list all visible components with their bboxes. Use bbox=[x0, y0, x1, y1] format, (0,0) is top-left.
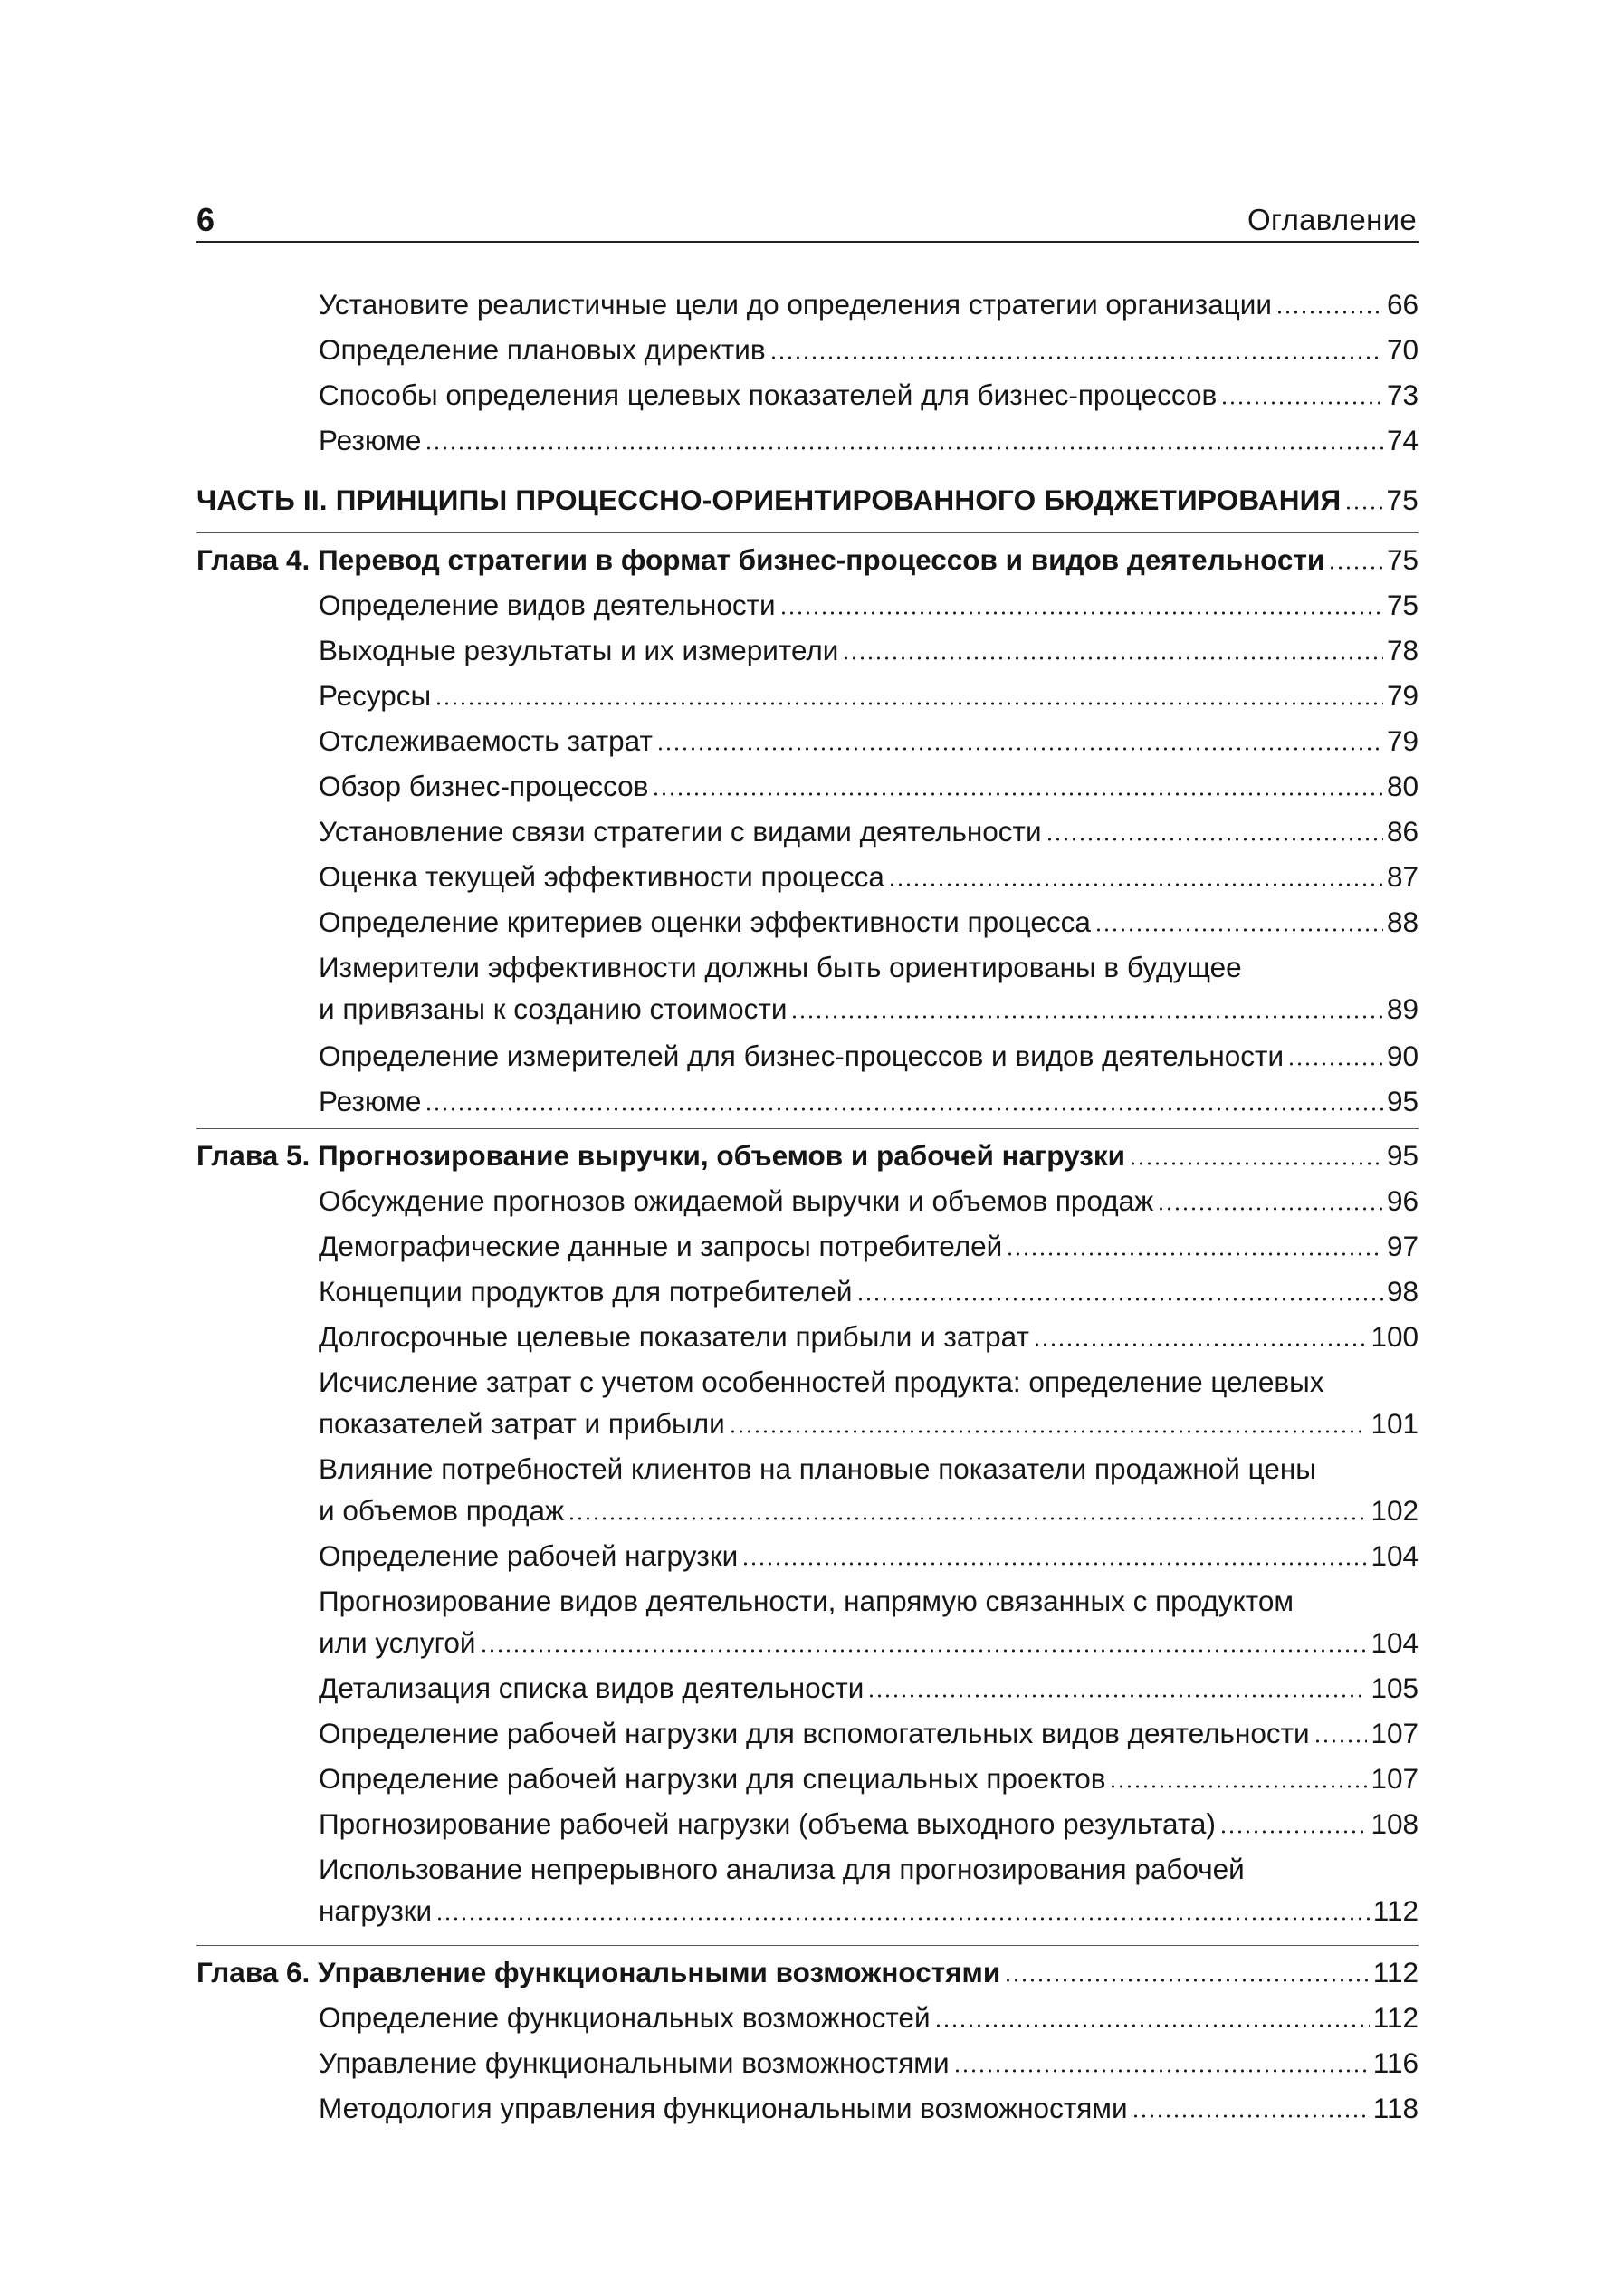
dot-leader bbox=[741, 1562, 1367, 1566]
toc-entry-title: Определение функциональных возможностей bbox=[319, 2001, 931, 2034]
toc-entry bbox=[319, 283, 1419, 326]
toc-entry-page: 78 bbox=[1386, 634, 1419, 666]
dot-leader bbox=[1287, 1062, 1383, 1066]
toc-entry bbox=[319, 373, 1419, 417]
toc-entry bbox=[319, 674, 1419, 717]
toc-entry bbox=[319, 900, 1419, 944]
toc-entry bbox=[319, 1224, 1419, 1268]
dot-leader bbox=[856, 1298, 1383, 1301]
toc-entry-page: 105 bbox=[1371, 1672, 1419, 1704]
dot-leader bbox=[1046, 838, 1383, 841]
toc-entry-page: 88 bbox=[1386, 905, 1419, 938]
dot-leader bbox=[729, 1430, 1368, 1433]
toc-entry-page: 79 bbox=[1386, 679, 1419, 712]
dot-leader bbox=[1344, 506, 1382, 510]
toc-entry-title: Определение измерителей для бизнес-процессов и видов деятельности bbox=[319, 1040, 1285, 1072]
dot-leader bbox=[1219, 1830, 1367, 1834]
dot-leader bbox=[652, 792, 1383, 796]
toc-entry-title: или услугой bbox=[319, 1626, 476, 1659]
toc-entry-page: 100 bbox=[1371, 1320, 1419, 1353]
dot-leader bbox=[934, 2024, 1370, 2027]
toc-entry bbox=[319, 2041, 1419, 2084]
toc-entry bbox=[319, 1996, 1419, 2039]
toc-entry-page: 112 bbox=[1372, 1956, 1419, 1988]
toc-entry-page: 75 bbox=[1386, 543, 1419, 576]
toc-entry-two-line bbox=[319, 1360, 1419, 1445]
toc-entry-title: Ресурсы bbox=[319, 679, 432, 712]
toc-entry-title-line1: Влияние потребностей клиентов на плановые показатели продажной цены bbox=[319, 1452, 1316, 1485]
toc-entry-title: Глава 5. Прогнозирование выручки, объемов и рабочей нагрузки bbox=[196, 1139, 1126, 1172]
toc-entry-page: 79 bbox=[1386, 724, 1419, 757]
toc-entry-page: 98 bbox=[1386, 1275, 1419, 1308]
toc-entry bbox=[319, 855, 1419, 898]
dot-leader bbox=[656, 747, 1383, 751]
toc-chapter-heading bbox=[196, 538, 1419, 581]
toc-entry-title-line1: Прогнозирование видов деятельности, напрямую связанных с продуктом bbox=[319, 1585, 1294, 1617]
dot-leader bbox=[1004, 1979, 1370, 1982]
toc-entry-page: 75 bbox=[1386, 484, 1419, 516]
toc-entry-page: 66 bbox=[1386, 288, 1419, 321]
toc-entry-page: 108 bbox=[1371, 1807, 1419, 1840]
toc-entry bbox=[319, 1270, 1419, 1313]
toc-entry-title: Определение рабочей нагрузки для вспомогательных видов деятельности bbox=[319, 1717, 1310, 1749]
toc-entry-page: 104 bbox=[1371, 1626, 1419, 1659]
toc-entry-page: 116 bbox=[1372, 2046, 1419, 2079]
toc-chapter-heading bbox=[196, 1134, 1419, 1177]
toc-entry-page: 86 bbox=[1386, 815, 1419, 848]
dot-leader bbox=[1157, 1207, 1383, 1211]
dot-leader bbox=[1314, 1739, 1368, 1743]
toc-entry-page: 89 bbox=[1386, 992, 1419, 1025]
dot-leader bbox=[842, 656, 1383, 660]
toc-entry-title: ЧАСТЬ II. ПРИНЦИПЫ ПРОЦЕССНО-ОРИЕНТИРОВАННОГО БЮДЖЕТИРОВАНИЯ bbox=[196, 484, 1342, 516]
dot-leader bbox=[1328, 566, 1383, 570]
toc-entry-two-line bbox=[319, 1847, 1419, 1932]
dot-leader bbox=[425, 446, 1383, 450]
toc-entry-title: Резюме bbox=[319, 424, 422, 456]
toc-entry-title: и объемов продаж bbox=[319, 1494, 565, 1527]
toc-entry-title: Управление функциональными возможностями bbox=[319, 2046, 950, 2079]
toc-entry-page: 90 bbox=[1386, 1040, 1419, 1072]
page-number: 6 bbox=[196, 201, 215, 238]
dot-leader bbox=[1094, 928, 1383, 932]
toc-entry-title-line1: Исчисление затрат с учетом особенностей продукта: определение целевых bbox=[319, 1365, 1324, 1398]
toc-entry bbox=[319, 1711, 1419, 1755]
toc-entry-page: 70 bbox=[1386, 333, 1419, 366]
toc-entry bbox=[319, 328, 1419, 371]
toc-entry-title: Прогнозирование рабочей нагрузки (объема выходного результата) bbox=[319, 1807, 1216, 1840]
section-divider bbox=[196, 532, 1419, 533]
section-divider bbox=[196, 1945, 1419, 1946]
toc-entry bbox=[319, 810, 1419, 853]
toc-entry-title: Установление связи стратегии с видами деятельности bbox=[319, 815, 1042, 848]
dot-leader bbox=[790, 1015, 1383, 1019]
section-divider bbox=[196, 1128, 1419, 1129]
dot-leader bbox=[888, 883, 1383, 886]
toc-entry-two-line bbox=[319, 945, 1419, 1030]
dot-leader bbox=[779, 611, 1383, 615]
toc-entry bbox=[319, 1179, 1419, 1222]
toc-entry-title: Глава 4. Перевод стратегии в формат бизнес-процессов и видов деятельности bbox=[196, 543, 1325, 576]
toc-entry-page: 74 bbox=[1386, 424, 1419, 456]
toc-entry-title: Определение плановых директив bbox=[319, 333, 766, 366]
toc-part-heading bbox=[196, 478, 1419, 522]
toc-entry-title: и привязаны к созданию стоимости bbox=[319, 992, 788, 1025]
dot-leader bbox=[435, 1917, 1370, 1921]
dot-leader bbox=[1275, 311, 1383, 314]
toc-entry-two-line bbox=[319, 1579, 1419, 1664]
dot-leader bbox=[435, 702, 1383, 705]
running-title: Оглавление bbox=[1247, 203, 1417, 236]
toc-entry-title: Способы определения целевых показателей для бизнес-процессов bbox=[319, 378, 1218, 411]
page-header bbox=[196, 197, 1419, 243]
dot-leader bbox=[867, 1694, 1367, 1698]
toc-entry bbox=[319, 1079, 1419, 1123]
toc-entry-page: 112 bbox=[1372, 1894, 1419, 1927]
dot-leader bbox=[1033, 1343, 1368, 1346]
toc-entry-title: Отслеживаемость затрат bbox=[319, 724, 653, 757]
toc-entry-title: Демографические данные и запросы потребителей bbox=[319, 1230, 1003, 1262]
toc-entry bbox=[319, 583, 1419, 627]
toc-entry-page: 95 bbox=[1386, 1139, 1419, 1172]
toc-entry-title: Определение рабочей нагрузки bbox=[319, 1539, 739, 1572]
toc-entry-title: Определение видов деятельности bbox=[319, 589, 776, 621]
toc-entry-title: Определение рабочей нагрузки для специальных проектов bbox=[319, 1762, 1106, 1795]
toc-entry bbox=[319, 719, 1419, 762]
toc-entry-title: Методология управления функциональными возможностями bbox=[319, 2092, 1128, 2124]
toc-entry-page: 95 bbox=[1386, 1085, 1419, 1117]
toc-entry-title-line1: Измерители эффективности должны быть ориентированы в будущее bbox=[319, 951, 1242, 983]
toc-entry bbox=[319, 1757, 1419, 1800]
toc-entry-title: нагрузки bbox=[319, 1894, 433, 1927]
dot-leader bbox=[953, 2069, 1370, 2073]
toc-entry-title: Выходные результаты и их измерители bbox=[319, 634, 839, 666]
toc-entry bbox=[319, 764, 1419, 808]
dot-leader bbox=[480, 1649, 1368, 1653]
toc-entry-title: Резюме bbox=[319, 1085, 422, 1117]
toc-entry-title: Установите реалистичные цели до определения стратегии организации bbox=[319, 288, 1272, 321]
toc-entry-title: Концепции продуктов для потребителей bbox=[319, 1275, 853, 1308]
dot-leader bbox=[1132, 2114, 1370, 2118]
dot-leader bbox=[425, 1107, 1383, 1111]
toc-entry-page: 104 bbox=[1371, 1539, 1419, 1572]
toc-entry-title: Долгосрочные целевые показатели прибыли и затрат bbox=[319, 1320, 1029, 1353]
toc-entry-title: показателей затрат и прибыли bbox=[319, 1407, 725, 1440]
toc-entry bbox=[319, 628, 1419, 672]
toc-entry-page: 107 bbox=[1371, 1762, 1419, 1795]
dot-leader bbox=[1109, 1785, 1367, 1788]
dot-leader bbox=[1006, 1252, 1383, 1256]
toc-entry-page: 96 bbox=[1386, 1184, 1419, 1217]
toc-entry-title: Обзор бизнес-процессов bbox=[319, 770, 649, 802]
toc-entry-title: Обсуждение прогнозов ожидаемой выручки и объемов продаж bbox=[319, 1184, 1154, 1217]
dot-leader bbox=[1129, 1162, 1383, 1165]
toc-chapter-heading bbox=[196, 1950, 1419, 1994]
dot-leader bbox=[1220, 401, 1383, 405]
toc-entry-title: Оценка текущей эффективности процесса bbox=[319, 860, 884, 893]
dot-leader bbox=[568, 1517, 1367, 1520]
toc-entry bbox=[319, 418, 1419, 462]
toc-entry-two-line bbox=[319, 1447, 1419, 1532]
toc-entry bbox=[319, 1666, 1419, 1710]
toc-entry-page: 101 bbox=[1371, 1407, 1419, 1440]
toc-entry-title: Определение критериев оценки эффективности процесса bbox=[319, 905, 1091, 938]
toc-entry-page: 102 bbox=[1371, 1494, 1419, 1527]
toc-entry bbox=[319, 1802, 1419, 1845]
toc-entry bbox=[319, 1034, 1419, 1078]
toc-entry-page: 112 bbox=[1372, 2001, 1419, 2034]
toc-entry-page: 80 bbox=[1386, 770, 1419, 802]
toc-entry-page: 75 bbox=[1386, 589, 1419, 621]
toc-entry-page: 118 bbox=[1372, 2092, 1419, 2124]
dot-leader bbox=[769, 356, 1383, 359]
toc-entry-title: Глава 6. Управление функциональными возможностями bbox=[196, 1956, 1001, 1988]
toc-entry bbox=[319, 1534, 1419, 1577]
toc-entry-page: 107 bbox=[1371, 1717, 1419, 1749]
toc-entry bbox=[319, 1315, 1419, 1358]
toc-entry-page: 87 bbox=[1386, 860, 1419, 893]
toc-entry-title: Детализация списка видов деятельности bbox=[319, 1672, 865, 1704]
toc-entry-title-line1: Использование непрерывного анализа для прогнозирования рабочей bbox=[319, 1853, 1245, 1885]
toc-entry-page: 73 bbox=[1386, 378, 1419, 411]
toc-entry bbox=[319, 2086, 1419, 2130]
toc-entry-page: 97 bbox=[1386, 1230, 1419, 1262]
